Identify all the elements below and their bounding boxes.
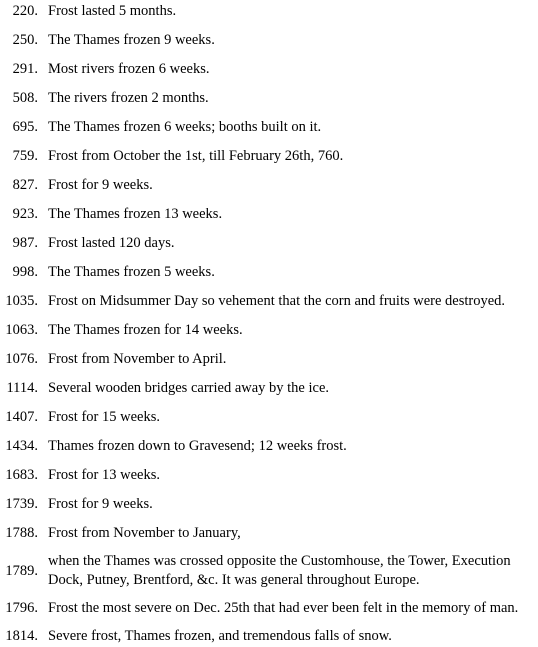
entry-text: The Thames frozen 5 weeks. <box>48 263 215 280</box>
entry-year: 508. <box>12 89 38 106</box>
entry-text: The Thames frozen 6 weeks; booths built on it. <box>48 118 322 135</box>
entry-row <box>0 377 538 399</box>
entry-row <box>0 58 538 80</box>
entry-year: 1407. <box>5 408 38 425</box>
entry-year: 250. <box>12 31 38 48</box>
entry-text: Frost lasted 5 months. <box>48 2 177 19</box>
entry-year: 1076. <box>5 350 38 367</box>
entry-year: 1114. <box>6 379 38 396</box>
entry-text: Severe frost, Thames frozen, and tremendous falls of snow. <box>48 627 392 644</box>
entry-year: 923. <box>12 205 38 222</box>
entry-row <box>0 145 538 167</box>
entry-row <box>0 29 538 51</box>
entry-text: The Thames frozen 13 weeks. <box>48 205 223 222</box>
entry-row <box>0 0 538 22</box>
entry-year: 827. <box>12 176 38 193</box>
entry-year: 1789. <box>5 562 38 579</box>
entry-year: 759. <box>12 147 38 164</box>
entry-row <box>0 116 538 138</box>
entry-row <box>0 551 538 591</box>
entry-year: 1788. <box>5 524 38 541</box>
entry-year: 291. <box>12 60 38 77</box>
entry-row <box>0 435 538 457</box>
entry-text: Thames frozen down to Gravesend; 12 weeks frost. <box>48 437 347 454</box>
entry-text: Frost lasted 120 days. <box>48 234 175 251</box>
entry-text: Frost from October the 1st, till February 26th, 760. <box>48 147 344 164</box>
entry-row <box>0 319 538 341</box>
entry-text: Several wooden bridges carried away by the ice. <box>48 379 330 396</box>
entry-row <box>0 348 538 370</box>
entry-text: The Thames frozen 9 weeks. <box>48 31 215 48</box>
entry-year: 220. <box>12 2 38 19</box>
entry-row <box>0 174 538 196</box>
entry-year: 1683. <box>5 466 38 483</box>
entry-row <box>0 406 538 428</box>
entry-year: 1739. <box>5 495 38 512</box>
entry-year: 987. <box>12 234 38 251</box>
entry-row <box>0 261 538 283</box>
entry-text: Frost the most severe on Dec. 25th that had ever been felt in the memory of man. <box>48 599 519 616</box>
entry-year: 1063. <box>5 321 38 338</box>
entry-year: 1796. <box>5 599 38 616</box>
entry-row <box>0 203 538 225</box>
entry-text: Frost for 15 weeks. <box>48 408 160 425</box>
entry-row <box>0 87 538 109</box>
entry-text: The Thames frozen for 14 weeks. <box>48 321 243 338</box>
entry-row <box>0 522 538 544</box>
entry-text: Frost for 13 weeks. <box>48 466 160 483</box>
entry-row <box>0 626 538 646</box>
entry-row <box>0 493 538 515</box>
entry-text: Frost from November to January, <box>48 524 241 541</box>
entry-row <box>0 597 538 619</box>
entry-text: Frost for 9 weeks. <box>48 176 153 193</box>
entry-row <box>0 464 538 486</box>
entry-text: Frost on Midsummer Day so vehement that the corn and fruits were destroyed. <box>48 292 506 309</box>
entry-year: 1814. <box>5 627 38 644</box>
entry-text: Most rivers frozen 6 weeks. <box>48 60 210 77</box>
entry-text: The rivers frozen 2 months. <box>48 89 209 106</box>
entry-text: Frost from November to April. <box>48 350 227 367</box>
entry-year: 998. <box>12 263 38 280</box>
entry-year: 1434. <box>5 437 38 454</box>
entry-text: Frost for 9 weeks. <box>48 495 153 512</box>
entry-row <box>0 232 538 254</box>
entry-year: 1035. <box>5 292 38 309</box>
entry-text: when the Thames was crossed opposite the Customhouse, the Tower, Execution Dock, Putney, Brentford, &c. It was general throughout Europe. <box>48 553 511 588</box>
entry-row <box>0 290 538 312</box>
entry-year: 695. <box>12 118 38 135</box>
